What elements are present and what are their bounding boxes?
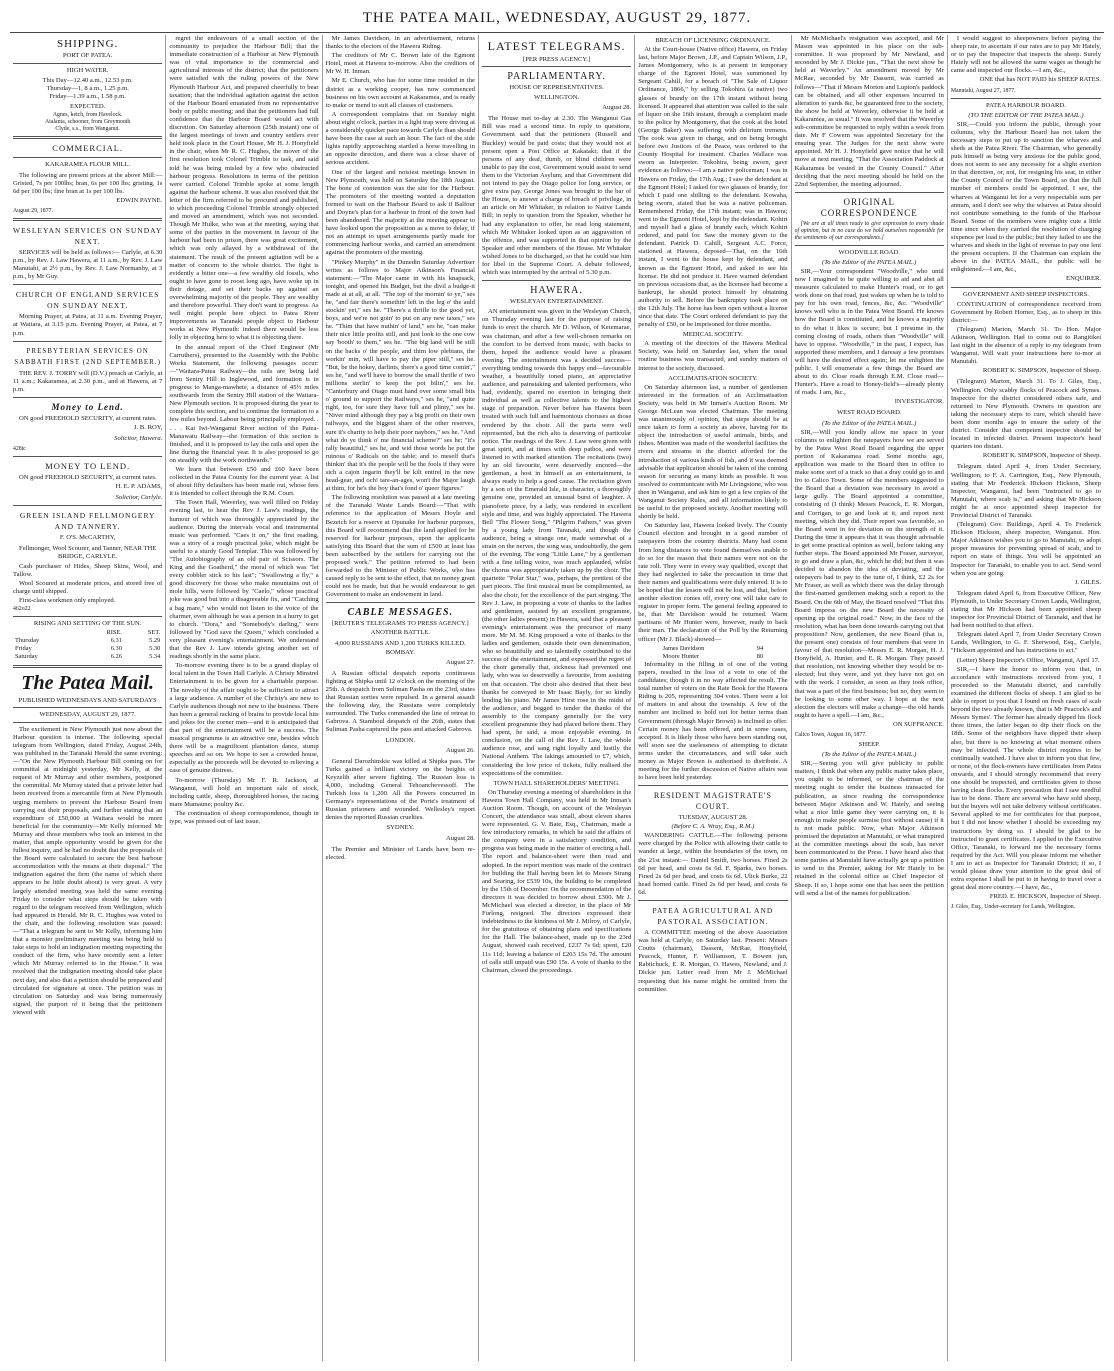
poll-cell: Moore Hunter [662,652,700,660]
west-road-sig: ON SUFFRANCE. [892,720,944,728]
fellmongery-sub: Fellmonger, Wool Scourer, and Tanner, NEAR THE BRIDGE, CARLYLE. [19,544,157,560]
harbour-board-text: SIR,—Could you inform the public, through your columns, why the Harbour Board has not taken the necessary steps to put up to sanction the wharves and sheds at the Patea River. The Chairman, who generally puts himself as being very anxious for the public good, does not seem to see any necessity for a slight exertion in that direction, or, not, for resigning his seat, in either the County Council or the Town Board, so that the full number of members could be appointed. I see, the wharves at Wanganui let for a very respectable sum per annum, and I don't see why the wharves at Patea should not contribute something to the funds of the Harbour Board. Some of the members were mighty cute a little time since when they carried the resolution of charging sixpence per load to the public; but they failed to see the wharves and sheds in the light of revenue to pay one lent the present occupiers. If the Chairman can explain the above in the PATEA MAIL, the public will be enlightened.—I am, &c., [950,120,1102,274]
inspectors-telegram-1-sig: ROBERT K. SIMPSON, Inspector of Sheep. [982,367,1102,375]
sun-table-row [13,637,162,645]
london-text: General Darozhinskie was killed at Shipka pass. The Turks gained a brilliant victory on the heights of Keyzelih after severe fighting. The Russian loss is 4,000, including General Tehoanchevessoff. The Turkish loss is 1,200. All the Powers concurred in Germany's representations of the Porte's treatment of Russian prisoners and wounded. Wellesley's report denies the reported Russian cruelties. [325,757,475,822]
poll-table [661,645,766,661]
high-water-line: Friday—1.39 a.m., 1.58 p.m. [49,93,126,101]
battle-sub: 4,000 RUSSIANS AND 1,200 TURKS KILLED. [334,639,466,647]
money-to-lend-sig-1: J. B. ROY, [134,423,163,431]
coe-heading: CHURCH OF ENGLAND SERVICES ON SUNDAY NEXT. [15,290,160,311]
columns [10,35,1104,1361]
poll-cell: 94 [756,644,764,652]
cable-sub: [REUTER'S TELEGRAMS TO PRESS AGENCY.] [331,620,469,628]
sun-table-row [13,653,162,661]
expected-heading: EXPECTED. [69,103,106,111]
fellmongery-text-1: Cash purchaser of Hides, Sheep Skins, Wool, and Tallow. [13,562,163,578]
flour-mill-date: August 29, 1877. [13,207,53,214]
wellington-heading: WELLINGTON. [534,94,580,102]
ad-ref-2: 462o22 [13,606,31,613]
london-date: August 26. [445,746,475,754]
bombay-heading: BOMBAY. [385,648,415,656]
col7-para-1: I would suggest to sheepowners before paying the sheep rate, to ascertain if our rates are to pay Mr Hately, or to pay the Inspector that inspects the sheep. Surely Hately will not be allowed the same wages as though he came and inspected our flocks.—I am, &c., [950,35,1102,75]
telegrams-sub: [PER PRESS AGENCY.] [523,56,591,63]
pastoral-text: A COMMITTEE meeting of the above Association was held at Carlyle, on Saturday last. Present: Messrs Coutts (chairman), Dassent, McRae, Honyfield, Peacock, Hunter, F. Williamson, T. Bowen jun, Rabitchuck, E. R. Morgan, O. Hawes, Newland, and J. Dickie jun. Letter read from Mr J. McMichael requesting that his name might be omitted from the committee. [638,929,788,993]
column-6 [792,35,948,1361]
sun-table-header: SET. [147,629,161,637]
house-heading: HOUSE OF REPRESENTATIVES. [509,84,604,91]
medical-text: A meeting of the directors of the Hawera Medical Society, was held on Saturday last, when the usual routine business was transacted, and sundry matters of interest to the society, discussed. [638,340,788,372]
col7-sig-1: ONE that has NOT PAID his SHEEP RATES. [979,76,1102,84]
expected-vessel-line: Clyde, s.s., from Wanganui. [55,126,120,133]
fellmongery-heading: GREEN ISLAND FELLMONGERY AND TANNERY. [19,511,156,532]
money-to-lend-sig-2b: Solicitor, Carlyle. [115,494,163,502]
telegrams-heading: LATEST TELEGRAMS. [487,39,626,53]
sun-table-header [13,629,79,637]
west-road-text: SIR,—Will you kindly allow me space in your columns to enlighten the ratepayers how we are served by the Patea West Road Board regarding the upper portion of Kakaramea road. Some months ago, application was made to the Board then in office to make some sort of a track so that a dray could go to and fro to Calico Town. Some of the members suggested to the Board that a deviation was necessary to avoid a large gully. The Board appointed a committee, consisting of (I think) Messrs Peacock, E. R. Morgan, and Corrigan, to go and look at it, and report next meeting, which they did. Their report was favorable, so the Board went in for deviation on the strength of it. During the time it appears that it was thought advisable to get some practical opinion as well, before taking any further steps. The Board appointed Mr Fraser, surveyor, to go and draw a plan, &c, which he did; but then it was decided to abandon the idea of deviating, and the ratepayers had to pay to the tune of, I think, £2 2s for Mr Fraser, as well as which there was the delay through the first-named gentlemen making such a report to the Board. On the 6th of May, the Board resolved "That this Board impress on the new Board the necessity of opening up the original road." Now, in the face of the resolution, what has been done towards carrying out that proposition? Now, gentlemen, the new Board (that is, the present one) consists of four members that were in favour of that resolution—Messrs E. R. Morgan, H. J. Honyfield, A. Hunter, and E. R. Morgan. They passed that resolution, not knowing whether they would be re-elected; but they were, and yet they have not got on with the work. I consider, as soon as they took office, that was a part of the first business; but no, they seem to be looking to some other way. I hope at the next election the electors will make a change—the old hands ought to have a spell.—I am, &c., [794,428,944,719]
sun-table-cell: 5.29 [149,637,161,645]
inspectors-telegram-2-sig: ROBERT K. SIMPSON, Inspector of Sheep. [982,452,1102,460]
poll-row [661,645,766,653]
rm-court-text: WANDERING CATTLE.—The following persons were charged by the Police with allowing their cattle to wander at large, within the boundaries of the town, on the 21st instant:— Daniel Smith, two horses. Fined 2s 6d per head, and costs 6s 6d. F. Sparks, two horses. Fined 2s 6d per head, and costs 6s 6d. Ulick Burke, 22 head horned cattle. Fined 2s 6d per head, and costs 6s 6d. [638,832,788,896]
column-5 [635,35,791,1361]
bombay-text: A Russian official despatch reports continuous fighting at Shipka until 12 o'clock on the morning of the 25th. A despatch from Suliman Pasha on the 23rd, states that Russian sorties were repulsed. In a general assault the following day, the Russians were completely surrounded. The Turks commanded the line of retreat to Gabrova. A Stamboul despatch of the 26th, states that Suliman Pasha captured the pass and attacked Gabrova. [325,669,475,734]
newspaper-page [10,4,1104,1361]
flour-mill-text: The following are present prices at the above Mill:—Gristed, 7s per 100lbs; bran, 6s per 100 lbs; gristing, 1s 6d per 100 lbs; fine bran at 1s per 100 lbs. [13,171,163,195]
high-water-heading: HIGH WATER. [66,67,109,75]
col3-para-2: The creditors of Mr C. Brown late of the Egmont Hotel, meet at Hawera to-morrow. Also the creditors of Mr W. H. Inman. [325,52,475,76]
sun-table-cell: Friday [15,645,32,653]
expected-vessel-line: Atalanta, schooner, from Greymouth [45,119,131,126]
sun-table-cell: Thursday [15,637,40,645]
breach-heading: BREACH OF LICENSING ORDINANCE. [655,37,771,44]
flour-mill-heading: KAKARAMEA FLOUR MILL. [45,161,131,169]
inspectors-letter-heading: (Letter) Sheep Inspector's Office, Wanganui, April 17. [956,656,1100,664]
high-water-line: This Day—12.40 a.m., 12.53 p.m. [42,77,133,85]
col2-para-6: To-morrow (Thursday) Mr F. R. Jackson, at Wanganui, will hold an important sale of stock, including cattle, sheep, thoroughbred horses, the racing mare Mamaune; poultry &c. [169,776,319,808]
col2-para-5: To-morrow evening there is to be a grand display of local talent in the Town Hall Carlyle. A Christy Minstrel Entertainment is to be given for a charitable purpose. The novelty of the affair ought to be sufficient to attract a large audience. A number of the Christy's are new to Carlyle audiences though not new to the business. There has been a general racking of brains to provide local hits and jokes for the corner men—and it is anticipated that that part of the entertainment will be a success. The musical programme is an attractive one, besides which there will be a magnificent plantation dance, stump speeches and so on. We hope to see a crowded house, especially as the proceeds will be devoted to relieving a case of genuine distress. [169,662,319,775]
leader-text: The excitement in New Plymouth just now about the Harbour question is intense. The following special telegram from Wellington, dated Friday, August 24th, was published in the Taranaki Herald the same evening:—"On the New Plymouth Harbour Bill coming on for committal at midnight yesterday, Mr Kelly, at the request of Mr Murray and other members, postponed the committal. Mr Murray stated that a private letter had been received from a mercantile firm at New Plymouth urging members to prevent the Harbour Board from carrying out their proposals, and further stating that an expenditure of £50,000 at Waitara would be more beneficial for the community—Mr Kelly informed Mr Murray and those members who took an interest in the matter, that ample opportunity would be given for the fullest inquiry, and he had no doubt that the proposals of the Board were calculated to secure the best harbour accommodation with the means at their disposal." The indignation against the firm (the name of which there appears to be little doubt about) is very great. A very largely attended meeting was held the same evening Friday to consider what steps should be taken with regard to the telegram received from Wellington, which had appeared in Herald. Mr R. C. Hughes was voted to the chair, and the following resolution was passed:—"That a telegram be sent to Mr Kelly, informing him that a monster preliminary meeting was being held to take steps to hold an indignation meeting respecting the conduct of the firm, who have recently sent a letter which Mr Murray referred to in the House." It was resolved that the indignation meeting should take place next day, and also that a petition should be prepared and circulated for signature at once. The petition was in circulation on Saturday and was being numerously signed, the purport of it being that the petitioners viewed with [13,725,163,1016]
money-to-lend-text-2: ON good FREEHOLD SECURITY, at current rates. [19,474,157,482]
west-road-to: (To the Editor of the PATEA MAIL.) [822,419,917,427]
col2-para-2: In the annual report of the Chief Engineer (Mr Carruthers), presented to the Assembly with the Public Works Statement, the following passages occur:—"Waitara-Patea Railway—the rails are being laid from Sentry Hill to Inglewood, and formation is in progress to Manga-mawhete, a distance of 45½ miles southwards from the Sentry Hill station of the Waitara-New Plymouth section. It is proposed during the year to complete this section, and to continue the formation to a few miles beyond. Labour being principally employed. . . . . Kai Iwi-Wanganui River section of the Patea-Manawatu Railway—the formation of this section is finished, and it is proposed to lay the rails and open the line during the financial year. It is also proposed to go on steadily with the work northwards." [169,343,319,464]
high-water-line: Thursday—1, 8 a.m., 1.25 p.m. [46,85,129,93]
wellington-date: August 28. [602,104,632,112]
inspectors-telegram-2: (Telegram) Marton, March 31. To J. Giles, Esq., Wellington. Only scabby flocks of Peacock and Symes. Inspector for the district considered others safe, and returned to New Plymouth. Owners in question are taking the necessary steps to cure, which should have been done months ago to ensure the safety of the district. Consider that competent inspector should be located in infected district. Present inspector's head quarters too distant. [950,378,1102,451]
woodville-to: (To the Editor of the PATEA MAIL.) [822,258,917,266]
sheep-heading: SHEEP. [858,741,880,749]
col2-para-4: The Town Hall, Waverley, was well filled on Friday evening last, to hear the Rev J. Law's readings, the humour of which was thoroughly appreciated by the audience. During the intervals vocal and instrumental music was performed. "Caes it on," the first reading, was a story of a rough practical joke, which might be useful to a sturdy Good Templar. This was followed by "The Autobiography of an old pair of Scissors. The King and the Goatherd," the moral of which was "let every cobbler stick to his last"; "Swallowing a fly," a good discovery for those who make mountains out of mole hills, were followed by "Caelo," whose practical joke was good but into a disagreeable fix, and "Catching a bag mare," who would not listen to the voice of the charmer, even although he was a person in a hurry to get to church. "Dora," and "Somebody's darling," were followed by "God save the Queen," which concluded a very pleasant evening's entertainment. We understand that the Rev J. Law intends giving another set of readings shortly in the same place. [169,499,319,661]
poll-cell: 80 [756,652,764,660]
inspectors-heading: GOVERNMENT AND SHEEP INSPECTORS. [962,290,1089,298]
wesleyan-text: SERVICES will be held as follows:— Carlyle, at 6.30 p.m., by Rev. J. Law Hawera, at 11 a.m., by Rev. J. Law Manutahi, at 2½ p.m., by Rev. J. Law Normanby, at 3 p.m., by Mr Guy. [13,248,163,281]
inspectors-intro: CONTINUATION of correspondence received from Government by Robert Horner, Esq., as to sheep in this district:— [950,300,1102,324]
sun-table-cell: 6.31 [110,637,122,645]
sun-table-cell: 6.30 [110,645,122,653]
col6-para-1: Mr McMichael's resignation was accepted, and Mr Mason was appointed in his place on the sub-committee. It was proposed by Mr Newland, and seconded by Mr J. Dickie jun., "That the next show be held at Waverley." An amendment moved by Mr McRae, seconded by Mr Dassent, was carried as follows—"That if Messrs Morton and Lupton's paddock can be obtained, and all other expenses incurred in alteration to yards &c, be guaranteed free to the society, the show be held at Waverley, otherwise it be held at Kakaramea, as usual." It was resolved that the Waverley sub-committee be requested to reply within a week from date. Mr F Cowern was appointed Secretary for the ensuing year. The Judges for the next show were appointed. Mr H. J. Honyfield gave notice that he will move at next meeting, "That the Association Paddock at Kakaramea be vested in the County Council." After deciding that the next meeting should be held on the 22nd September, the meeting adjourned. [794,35,944,188]
woodville-sig: INVESTIGATOR. [894,398,944,406]
sun-heading: RISING AND SETTING OF THE SUN. [33,620,142,628]
wesleyan-heading: WESLEYAN SERVICES ON SUNDAY NEXT. [13,225,163,246]
sydney-text: The Premier and Minister of Lands have been re-elected. [325,845,475,861]
inspectors-telegram-6: Telegram dated April 7, from Under Secretary Crown Lands, Wellington, to G. F. Sherwood, Esq., Carlyle, "Hickson appointed and has instructions to act." [950,631,1102,655]
presbyterian-text: THE REV. J. TORRY will (D.V.) preach at Carlyle, at 11 a.m.; Kakaramea, at 2.30 p.m., and at Hawera, at 7 p.m. [13,369,163,393]
column-2 [166,35,322,1361]
inspectors-telegram-3: Telegram dated April 4, from Under Secretary, Wellington, to F. A. Carrington, Esq., New Plymouth, stating that Mr Frederick Hickson Hickson, Sheep Inspector, Wanganui, had been "instructed to go to Manutahi, where scab is," and asking that Mr Hickson might be at once appointed sheep inspector for Provincial District of Taranaki. [950,463,1102,519]
column-1 [10,35,166,1361]
col3-para-1: Mr James Davidson, in an advertisement, returns thanks to the electors of the Hawera Riding. [325,35,475,51]
breach-text: At the Court-house (Native office) Hawera, on Friday last, before Major Brown, J.P., and Captain Wilson, J.P., James Montgomery, who is at present in temporary charge of the Egmont Hotel, was summoned by Sergeant Cahill, for a breach of "The Sale of Liquor Ordinance, 1866," by selling Tokohira (a native) two glasses of brandy on the 17th instant without being licensed. It appeared that attention was called to the sale of liquor on the 16th instant, through a complaint made to the police by Montgomery, that the cook at the hotel (George Baker) was suffering with delirium tremens. The cook was given in charge, and on being brought before two Justices of the Peace, was ordered to the County Hospital for treatment. Charles Wallace was sworn as Interpreter. Tokohira, being sworn, gave evidence as follows:—I am a native policeman; I was in Hawera on Friday, the 17th Aug.; I saw the defendant at the Egmont Hotel; I asked for two glasses of brandy, for which I paid one shilling to the defendant. Kowaha, being sworn, stated that he was a native policeman. Remembered Friday, the 17th instant; was in Hawera; went to the Egmont Hotel, kept by the defendant. Kohiri and myself had a glass of brandy each, which Kohiri ordered, and paid for. Saw the money given to the defendant. Patrick D. Cahill, Sergeant A.C. Force, stationed at Hawera, deposed—That, on the 16th instant, I went to the house kept by defendant, and known as the Egmont Hotel, and asked to see his license. He did not produce it. Have warned defendant on previous occasions that, as the licensee had become a bankrupt, he should protect himself by obtaining authority to sell. Before the bankruptcy took place on the 12th July. The horse has been open without a license since that date. The Court ordered defendant to pay the penalty of £50, or be imprisoned for three months. [638,46,788,329]
paper-date: WEDNESDAY, AUGUST 29, 1877. [39,710,136,718]
town-hall-text: On Thursday evening a meeting of shareholders in the Hawera Town Hall Company, was held in Mr Inman's Auction Room. Though, on account of the Wesleyan Concert, the attendance was small, about eleven shares were represented. G. V. Bate, Esq., Chairman, made a few introductory remarks, in which he said the affairs of the company were in a satisfactory condition, and progress was being made in the matter of erecting a hall. The report and balance-sheet were then read and adopted. In the report mention was made of the contract for building the Hall having been let to Messrs Strang and Searing, for £539 10s, the building to be completed by the 15th of December. On the recommendation of the directors it was decided to borrow about £300. Mr J. McMichael was elected a director, in the place of Mr Furlong, resigned. The directors expressed their indebtedness to the kindness of Mr J. Milroy, of Carlyle, for the gratuitous of obtaining plans and specifications for the Hall. The balance-sheet, made up to the 23rd August, showed cash received, £237 7s 6d; spent, £20 11s 11d; leaving a balance of £203 15s 7d. The amount of calls still unpaid was £90 15s. A vote of thanks to the Chairman, closed the proceedings. [481,788,632,974]
woodville-text: SIR,—Your correspondent "Woodville," who until now I imagined to be quite willing to aid and abet all measures calculated to make Hunter's road, or to get work done on that road, just wakes up when he is told to pay for his own road, fences, &c, &c. "Woodville" knows well who is in the Patea West Board. He knows how the Board is constituted, and he knows a majority to do what it likes is secure; but I presume in the coming closing of roads, others than "Woodville" will have to oppose. "Woodville," in the past, I expect, has supported these members, and I daresay a few promises will have the desired effect again; let me enlighten the public. I will enumerate a few things the Board are about to do. Close roads through E.M. Close road—Hunter's. Have a road to Honey-field's—already plenty of roads. I am, &c., [794,267,944,397]
sun-table-row [13,645,162,653]
fellmongery-text-2: Wool Scoured at moderate prices, and stored free of charge until shipped. [13,579,163,595]
rm-court-before: (Before C. A. Wray, Esq., R.M.) [671,823,755,831]
sydney-heading: SYDNEY. [386,824,415,832]
fellmongery-name: F. O'S. McCARTHY, [59,534,116,542]
presbyterian-heading: PRESBYTERIAN SERVICES ON SABBATH FIRST (2ND SEPTEMBER.) [14,346,161,366]
expected-list [13,112,162,133]
col2-para-3: We learn that between £50 and £60 have been collected in the Patea County for the current year. A list of about fifty defaulters has been made out, whose fees it is intended to collect through the R.M. Court. [169,465,319,498]
money-to-lend-heading-2: MONEY TO LEND. [45,461,131,472]
expected-vessel-line: Agnes, ketch, from Havelock. [52,112,123,119]
col3-para-5: One of the largest and noisiest meetings known in New Plymouth, was held on Saturday the 18th August. The bone of contention was the site for the Harbour. The promoters of the meeting wanted a deputation formed to wait on the Harbour Board to ask if Balfour and Doyne's plan for a harbour in front of the town had been abandoned. The majority at the meeting appear to have looked upon the proposition as a move to delay, if not an attempt to upset arrangements partly made for commencing harbour works, and carried an amendment against the promoters of the meeting. [325,168,475,257]
inspectors-letter-to: J. Giles, Esq., Under-secretary for Lands, Wellington. [950,904,1076,911]
sun-table-cell: 5.30 [149,645,161,653]
harbour-board-sig: ENQUIRER. [1066,275,1102,283]
west-road-heading: WEST ROAD BOARD. [836,409,902,417]
town-hall-heading: TOWN HALL SHAREHOLDERS' MEETING. [493,779,620,787]
sun-table-cell: 6.26 [110,653,122,661]
paper-name: The Patea Mail. [21,671,155,694]
hawera-heading: HAWERA. [530,285,583,297]
ad-ref-1: 428tc [13,446,26,453]
inspectors-telegram-1: (Telegram) Marton, March 31. To Hon. Major Atkinson, Wellington. Had to come out to Rangitikei last night in the absence of a reply to my telegram from Wanganui. Will wait your instructions here to-mor at Manutahi. [950,325,1102,366]
inspectors-letter-sig: FRED. E. HICKSON, Inspector of Sheep. [989,893,1102,901]
column-3 [323,35,479,1361]
parliamentary-heading: PARLIAMENTARY. [507,71,606,82]
pastoral-heading: PATEA AGRICULTURAL AND PASTORAL ASSOCIATION. [652,906,774,926]
election-text: On Saturday last, Hawera looked lively. The County Council election and brought in a good number of ratepayers from the country districts. Many had come from long distances to vote found themselves unable to do so for the reason that their names were not on the rate roll. They were in every way qualified, except that they had neglected to take the precaution in time that their names and qualifications were duly entered. It is to be hoped that the lesson will not be lost, and that, before another election comes off, every one will take care to register in proper form. The general feeling appeared to be, that Mr Davidson would be returned. Warm partisans of Mr Hunter were, however, ready to back their man. The declaration of the Poll by the Returning officer (Mr J. Black) showed— [638,522,788,643]
sun-table [13,629,162,661]
inspectors-telegram-5: Telegram dated April 6, from Executive Officer, New Plymouth, to Under Secretary Crown Lands, Wellington, stating that Mr Hickson had been appointed sheep inspector for Provincial District of Taranaki, and that he had been notified to that effect. [950,589,1102,630]
west-road-place: Calico Town, August 16, 1877. [794,732,867,739]
cable-heading: CABLE MESSAGES. [347,607,454,619]
medical-heading: MEDICAL SOCIETY. [682,331,743,339]
commercial-heading: COMMERCIAL. [52,143,124,154]
sydney-date: August 28. [445,834,475,842]
sun-table-cell: 5.34 [149,653,161,661]
col3-para-7: The following resolution was passed at a late meeting of the Taranaki Waste Lands Board:—"That with reference to the application of Messrs Hoyle and Bezeich for a reserve at Opunake for harbour purposes, this Board will recommend that the land applied for be reserved for harbour purposes, upon the applicants satisfying this Board that the sum of £500 at least has been subscribed by the settlers for carrying out the proposed work." The petition referred to had been forwarded to the Minister of Public Works, who has caused reply to be sent to the effect, that no money grant could not be made, but that he would endeavour to get Government to make an endowment in land. [325,494,475,599]
col2-para-7: The continuation of sheep correspondence, though in type, was pressed out of last issue. [169,809,319,825]
harbour-board-heading: PATEA HARBOUR BOARD. [986,101,1066,109]
high-water-list [13,77,162,101]
col3-para-3: Mr E. Church, who has for some time resided in the district as a working cooper, has now commenced business on his own account at Kakaramea, and is ready to make or mend to suit all classes of customers. [325,77,475,109]
paper-sub: PUBLISHED WEDNESDAYS AND SATURDAYS [18,696,157,704]
rm-court-date: TUESDAY, AUGUST 28. [678,814,748,822]
correspondence-note: [We are at all times ready to give expression to every shade of opinion, but in no case do we hold ourselves responsible for the sentiments of our correspondents.] [794,220,944,241]
money-to-lend-sig-1b: Solicitor, Hawera. [114,435,163,443]
column-4 [479,35,635,1361]
money-to-lend-sig-2: H. E. P. ADAMS, [115,483,163,491]
acclimatisation-heading: ACCLIMATISATION SOCIETY. [668,374,758,382]
coe-text: Morning Prayer, at Patea, at 11 a.m. Evening Prayer, at Waitara, at 3.15 p.m. Evening Prayer, at Patea, at 7 p.m. [13,313,163,337]
masthead: THE PATEA MAIL, WEDNESDAY, AUGUST 29, 1877. [10,4,1104,33]
battle-heading: ANOTHER BATTLE. [370,629,430,637]
column-7 [948,35,1104,1361]
sheep-text: SIR,—Seeing you will give publicity to public matters, I think that when any public matter takes place, you ought to be informed, or the chairman of the meeting ought to tender the business transacted for publication, as since reading the correspondence between Major Atkinson and W. Hately, and seeing what a nice little game they were carrying on, it is enough to make people surmise (not without cause) if it is not made public. Now, what Major Atkinson promised the deputation at Manutahi, or what transpired at the committee meetings about the scab, has never been communicated to the Press. I have heard also that some parties at Manutahi have actually got up a petition to send to the Premier, asking for Mr Hately to be retained in the colonial office as Chief Inspector of Sheep. If so, I hope some one that has seen the petition will send a list of the names for publication. [794,760,944,897]
wesleyan-entertainment-heading: WESLEYAN ENTERTAINMENT. [510,298,604,306]
inspectors-telegram-4-sig: J. GILES. [1074,578,1102,586]
col3-para-6: "Pinkey Murphy" in the Dunedin Saturday Advertiser writes as follows to Major Atkinson's Financial statement:—"The Major came in with his knapsack, tonight, and opened his Budget, but the divil a budge-it made at at all, at all. "The top of the mornin' to ye," ses he, "and fair there's somethin' left in the leg o' the auld stockin' yet," ses he. "There's a thrifle to the good yet, boys, and we're not goin' to put on any new taxes," ses he. "Thim that have nuthin' of land," ses he, "can make their nice little profits still, and just look to the one cow say 'booth' to them," ses he. "The big land will be still on the backs o' the people, and thim low plebians, the workin' min, will have to pay the piper still," ses he. "But, be the hokey, darlints, there's a good time comin'," ses he, "and we'll have to borrow the small thrifle o' two millions sterlin' to keep the pot bilin'," ses he. "Canterbury and Otago must hand over some small bits o' ground to support the Railways," ses he, "and quite right, too, for sure they have full and plinty," ses he. "Niver mind although they pay a big profit on their own railways, and the biggest share of the other reserves, sure it's charity to help their poor naybors," ses he. "And what do ye think o' me financial scheme?" ses he; "it's rally beautiful," ses he, and wid those words he put the ruinous o' Radicals on the table; and to meself that's thinkin' that it's the people will be the fools if they were sich a cajon ingarin they'll be kilt entirel in the new head-gear, and och! tare-an-ages, won't the Major laugh at thim, for he's the boy that's fond o' queer figures." [325,258,475,493]
bombay-date: August 27. [445,658,475,666]
election-text-2: Informality in the filling in of one of the voting papers, resulted in the loss of a vote to one of the candidates; though it in no way affected the result. The total number of voters on the Rate Book for the Hawera Riding is 205, representing 304 votes. There were a lot of matters in and about the township. A few of the number are inclined to hold out for better terms than Government (through Major Brown) is inclined to offer. Certain money has been offered, and in some cases, accepted. It is likely those who have been standing out, will soon see the uselessness of attempting to dictate terms under the circumstances, and will take such money as Major Brown is authorised to distribute. A meeting for the further discussion of Native affairs was to have been held yesterday. [638,660,788,782]
inspectors-telegram-4: (Telegram) Gov. Buildings, April 4. To Frederick Hickson Hickson, sheep inspector, Wanganui. Hon. Major Atkinson wishes you to go to Manutahi, to adopt proper measures for preventing spread of scab, and to report on state of things. You will be appointed an Inspector for Taranaki, to enable you to act. Send word when you are going. [950,521,1102,577]
correspondence-heading: ORIGINAL CORRESPONDENCE [820,196,918,218]
money-to-lend-heading-1: Money to Lend. [51,401,124,412]
poll-row [661,653,766,661]
rm-court-heading: RESIDENT MAGISTRATE'S COURT. [653,791,772,812]
sun-table-cell: Saturday [15,653,38,661]
col3-para-4: A correspondent complains that on Sunday night about eight o'clock, parties in a light trap were driving at a considerably quicker pace towards Carlyle than should have been the case at such an hour. The fact of the side lights rapidly approaching startled a horse travelling in an opposite direction, and there was a close shave of serious accident. [325,110,475,167]
wesleyan-entertainment-text: AN entertainment was given in the Wesleyan Church, on Thursday evening last for the purpose of raising funds to erect the church. Mr D. Wilson, of Ketemarae, was chairman, and after a few well-chosen remarks on the comfort to be derived from music, with backs to them, hoped the audience would have a pleasant evening. The entertainment was a decided success—everything tending towards this happy end—favourable weather, a beautifully toned piano, an appreciative audience, and painstaking and talented performers, who had, evidently, spared no exertion in bringing their individual as well as collective talents to the highest stage of preparation. Never before has Hawera been treated with such full and harmonious choruses as those rendered by the choir. All the parts were well represented, but the rich alto is deserving of particular notice. The readings of the Rev. J. Law were given with great spirit, and at times with deep pathos, and were listened to with marked attention. The recitations (two) by an old favourite, were deservedly encored—the gentleman, a host in himself as an entertainment, is always ready to help a good cause. The recitation given by a son of the Emerald Isle, in character, a thoroughly genuine one, provided an unusual burst of laughter. A pianoforte piece, by a lady, was rendered in excellent style and time, and was highly appreciated. The Hawera Bell "The Flower Song," "Pilgrim Fathers," was given by a young lady from Taranaki, and though the audience, being a strange one, made somewhat of a strain on the nerves, the song was, undoubtedly, the gem of the evening. The song "Little Lane," by a gentleman with a fine telling voice, was much applauded, whilst the chorus was appropriately taken up by the choir. The quartette "Polar Star," was, perhaps, the prettiest of the part pieces. The first musical must be complimented, as also the choir, for the excellence of the part singing. The Rev J. Law, in proposing a vote of thanks to the ladies and gentlemen, assisted by an excellent programme, (the other ladies present) in Hawera, said that a pleasant evening's entertainment was the precursor of many more. Mr M. M. King proposed a vote of thanks to the ladies and gentlemen, outside their own denomination, who so beautifully and so talentedly contributed to the success of the entertainment, and expressed the regret of the choir generally that, sickness had prevented one lady, who was so deservedly a favourite, from assisting on that occasion. The choir also desired that their best thanks be conveyed to Mr Isaac Bayly, for so kindly lending his piano. Mr James Hirst rose in the midst of the audience, and begged to tender the thanks of the assembly to the company generally for the very excellent programme they had placed before them. They had spent, he said, a most enjoyable evening. In conclusion, on the call of the Rev J. Law, the whole audience rose, and sang right loyally and lustily the National Anthem. The takings amounted to £7, which, considering the low price of tickets, fully realised the expectations of the committee. [481,308,632,777]
woodville-heading: WOODVILLE ROAD. [838,248,900,256]
wellington-text: The House met to-day at 2.30. The Wanganui Gas Bill was read a second time. In reply to questions, Government said that the petitioners (Russell and Buckley) would be paid costs; that they would not at present open a Post Office at Kakataki; that if the persons of any deaf, dumb, or blind children were unable to pay the cost, Government would assist to send them to the Victorian Asylum; and that Government did not intend to pay the Otago police for long service, or give extra pay. George Jones was brought to the bar of the House, to answer a charge of breach of privilege, in an article on Mr Whitaker, in relation to Native Lands Bill; in reply to question from the Speaker, whether he had any explanation to offer, he read long statement, which Mr Whitaker looked upon as an aggravation of the offence, and was supported in that opinion by the Speaker and other members of the House. Mr Whitaker wished Jones to be discharged, so that he could sue him for libel in the Supreme Court. A debate followed, which was interrupted by the arrival of 5.30 p.m. [481,115,632,277]
shipping-heading: SHIPPING. [57,38,119,50]
inspectors-letter-text: SIR,—I have the honor to inform you that, in accordance with instructions received from you, I proceeded to the Manutahi district, and carefully examined the different flocks of sheep. I am glad to be able to report to you that I found on fresh cases of scab beyond the two already known, that is Mr Peacock's and Messrs Symes'. The former has already dipped his flock three times, the latter began to dip their flock on the 18th. Some of the neighbors have dipped their sheep also, but there is no knowing at what moment others may be infected. The whole district requires to be continually watched. I have also to inform you that few, or none, of the flock-owners have certificates from Patea onwards, and I should strongly recommend that every one should be inspected, and certificates given to those having clean flocks. Every precaution that I saw needful has to be done. There are several who have sold sheep, but the buyers will not take delivery without certificates. Several applied to me for certificates for that purpose, but I did not know whether I should be exceeding my instructions by doing so. I should be glad to be instructed to grant certificates. I applied to the Executive Office, Taranaki, to forward me the necessary forms required by the Act. Will you please inform me whether I am to act as Inspector for Taranaki District; if so, I would please draw your attention to the great deal of extra expense I shall be put to in having to travel over a great deal more country.—I have, &c., [950,665,1102,892]
acclimatisation-text: On Saturday afternoon last, a number of gentlemen interested in the formation of an Acclimatisation Society, was held in Mr Inman's Auction Room. Mr George McLean was elected Chairman. The meeting was unanimously of opinion, that steps should be at once taken to form a society as above, having for its object the introduction of useful animals, birds, and fishes. Mention was made of the wonderful facilities the rivers and streams in the district afforded for the introduction of various kinds of fish, and it was deemed advisable that application should be taken of the coming season for securing as many kinds as possible. It was resolved to communicate with Mr Livingstone, who was then in Wanganui, and ask him to get a few copies of the Wanganui Society Rules, and all information likely to be useful to the proposed society. Another meeting will shortly be held. [638,383,788,521]
london-heading: LONDON. [385,736,416,744]
money-to-lend-text-1: ON good FREEHOLD SECURITY, at current rates. [19,414,157,422]
poll-cell: James Davidson [662,644,705,652]
harbour-board-to: (TO THE EDITOR OF THE PATEA MAIL.) [968,111,1084,119]
flour-mill-signature: EDWIN PAYNE. [116,196,163,204]
sun-table-header: RISE. [106,629,122,637]
port-heading: PORT OF PATEA. [62,52,113,59]
fellmongery-text-3: First-class workmen only employed. [19,597,116,605]
sheep-to: (To the Editor of the PATEA MAIL.) [822,751,917,759]
col2-para-1: regret the endeavours of a small section of the community to prejudice the Harbour Bill; that the immediate construction of a Harbour at New Plymouth was of vital importance to the commercial and agricultural interests of the district; that the petitioners were satisfied with the ruling powers of the New Plymouth Harbour Act, and prepared cheerfully to bear taxation; that the individual agitation against the action of the Harbour Board emanated from no representative body or public meeting; and that the petitioners had full confidence that the Harbour Board would act with discretion. On Saturday afternoon (25th instant) one of the largest meetings of town and country settlers ever held took place in the Court House, Mr H. J. Honyfield in the chair, when Mr R. C. Hughes, the mover of the first resolution took Colonel Trimble to task, and said told he was being misled by a few who obstructed harbour progress. Resolutions in terms of the petition were carried. Colonel Trimble spoke at some length against the harbour scheme. It was also resolved that the letter of the firm referred to be procured and published, to which proceeding Colonel Trimble strongly objected and moved an amendment, which was not seconded. Though Mr Hulke, who was at the meeting, saying that some of the parties in the movement in favour of the harbour had been in prison, there was great excitement, which was only allayed by a withdrawal of the statement. The result of the present agitation will be a matter of concern to the whole district. The fight is evidently a bitter one—a few wealthy old fossils, who ought to have gone to roost long ago, have woke up in their dotage, and set their backs up against an overwhelming majority of the people. They are wealthy and therefore powerful. They don't want to progress. As well might people here object to Patea River improvements as Taranaki people object to Harbour works at New Plymouth: indeed there would be less folly in objecting here to what it is objecting there. [169,35,319,342]
col7-place-1: Manutahi, August 27, 1877. [950,87,1016,94]
